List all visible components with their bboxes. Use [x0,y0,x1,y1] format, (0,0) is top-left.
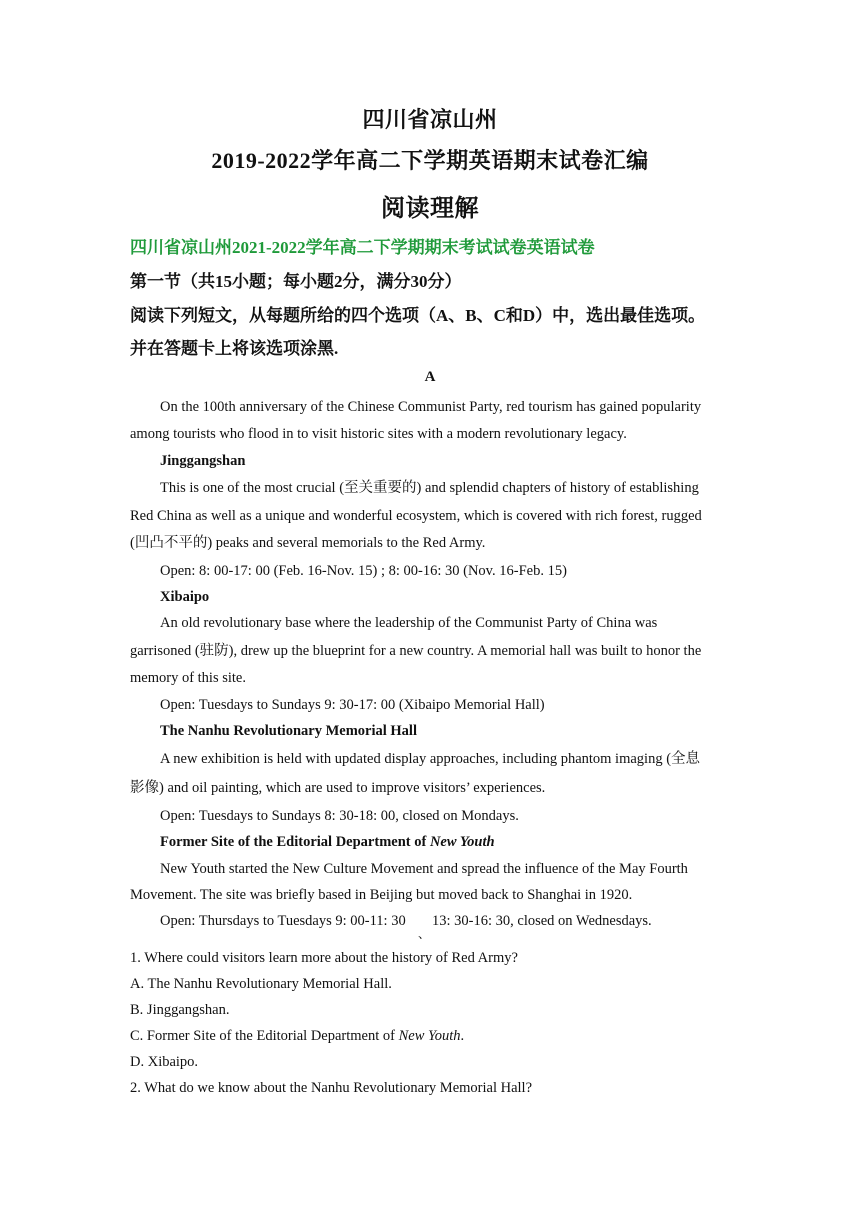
title-exam-collection: 2019-2022学年高二下学期英语期末试卷汇编 [211,148,649,173]
option-c-suffix: . [460,1028,465,1044]
xibaipo-line-3: memory of this site. [130,670,246,686]
heading-new-youth-prefix: Former Site of the Editorial Department of [160,834,430,850]
heading-nanhu: The Nanhu Revolutionary Memorial Hall [160,723,417,739]
xibaipo-line-1: An old revolutionary base where the leadership of the Communist Party of China was [160,615,658,631]
instruction-line-2: 并在答题卡上将该选项涂黑. [130,339,339,358]
xibaipo-open-hours: Open: Tuesdays to Sundays 9: 30-17: 00 (Xibaipo Memorial Hall) [160,697,545,713]
jinggangshan-line-3: (凹凸不平的) peaks and several memorials to the Red Army. [130,535,486,551]
option-c-italic: New Youth [398,1028,461,1044]
jinggangshan-line-2: Red China as well as a unique and wonderful ecosystem, which is covered with rich forest, rugged [130,508,702,524]
question-1-option-a: A. The Nanhu Revolutionary Memorial Hall. [130,976,392,992]
new-youth-open-hours-separator: 、 [418,927,431,941]
nanhu-open-hours: Open: Tuesdays to Sundays 8: 30-18: 00, closed on Mondays. [160,808,519,824]
new-youth-line-2: Movement. The site was briefly based in Beijing but moved back to Shanghai in 1920. [130,887,633,903]
intro-line-1: On the 100th anniversary of the Chinese Communist Party, red tourism has gained popularity [160,399,702,415]
jinggangshan-open-hours: Open: 8: 00-17: 00 (Feb. 16-Nov. 15) ; 8: 00-16: 30 (Nov. 16-Feb. 15) [160,563,567,579]
new-youth-line-1: New Youth started the New Culture Movement and spread the influence of the May Fourth [160,861,688,877]
question-1-option-d: D. Xibaipo. [130,1054,199,1070]
question-1: 1. Where could visitors learn more about the history of Red Army? [130,950,518,966]
question-1-option-b: B. Jinggangshan. [130,1002,230,1018]
question-2: 2. What do we know about the Nanhu Revolutionary Memorial Hall? [130,1080,533,1096]
title-region: 四川省凉山州 [362,107,498,132]
section-heading: 第一节（共15小题；每小题2分，满分30分） [130,272,462,291]
intro-line-2: among tourists who flood in to visit historic sites with a modern revolutionary legacy. [130,426,627,442]
title-reading-comprehension: 阅读理解 [381,196,479,222]
option-c-prefix: C. Former Site of the Editorial Department of [130,1028,399,1044]
new-youth-open-hours-a: Open: Thursdays to Tuesdays 9: 00-11: 30 [160,913,406,929]
nanhu-line-1: A new exhibition is held with updated display approaches, including phantom imaging (全息 [160,751,701,767]
heading-new-youth-italic: New Youth [429,834,495,850]
instruction-line-1: 阅读下列短文，从每题所给的四个选项（A、B、C和D）中，选出最佳选项。 [130,306,706,325]
xibaipo-line-2: garrisoned (驻防), drew up the blueprint for a new country. A memorial hall was built to honor the [130,643,702,659]
heading-new-youth [160,833,495,851]
heading-xibaipo: Xibaipo [160,589,210,605]
jinggangshan-line-1: This is one of the most crucial (至关重要的) and splendid chapters of history of establishing [160,480,699,496]
nanhu-line-2: 影像) and oil painting, which are used to improve visitors’ experiences. [130,780,546,796]
source-heading: 四川省凉山州2021-2022学年高二下学期期末考试试卷英语试卷 [130,238,595,257]
new-youth-open-hours-b: 13: 30-16: 30, closed on Wednesdays. [432,913,652,929]
question-1-option-c [130,1028,464,1045]
passage-letter: A [424,369,436,385]
heading-jinggangshan: Jinggangshan [160,453,246,469]
